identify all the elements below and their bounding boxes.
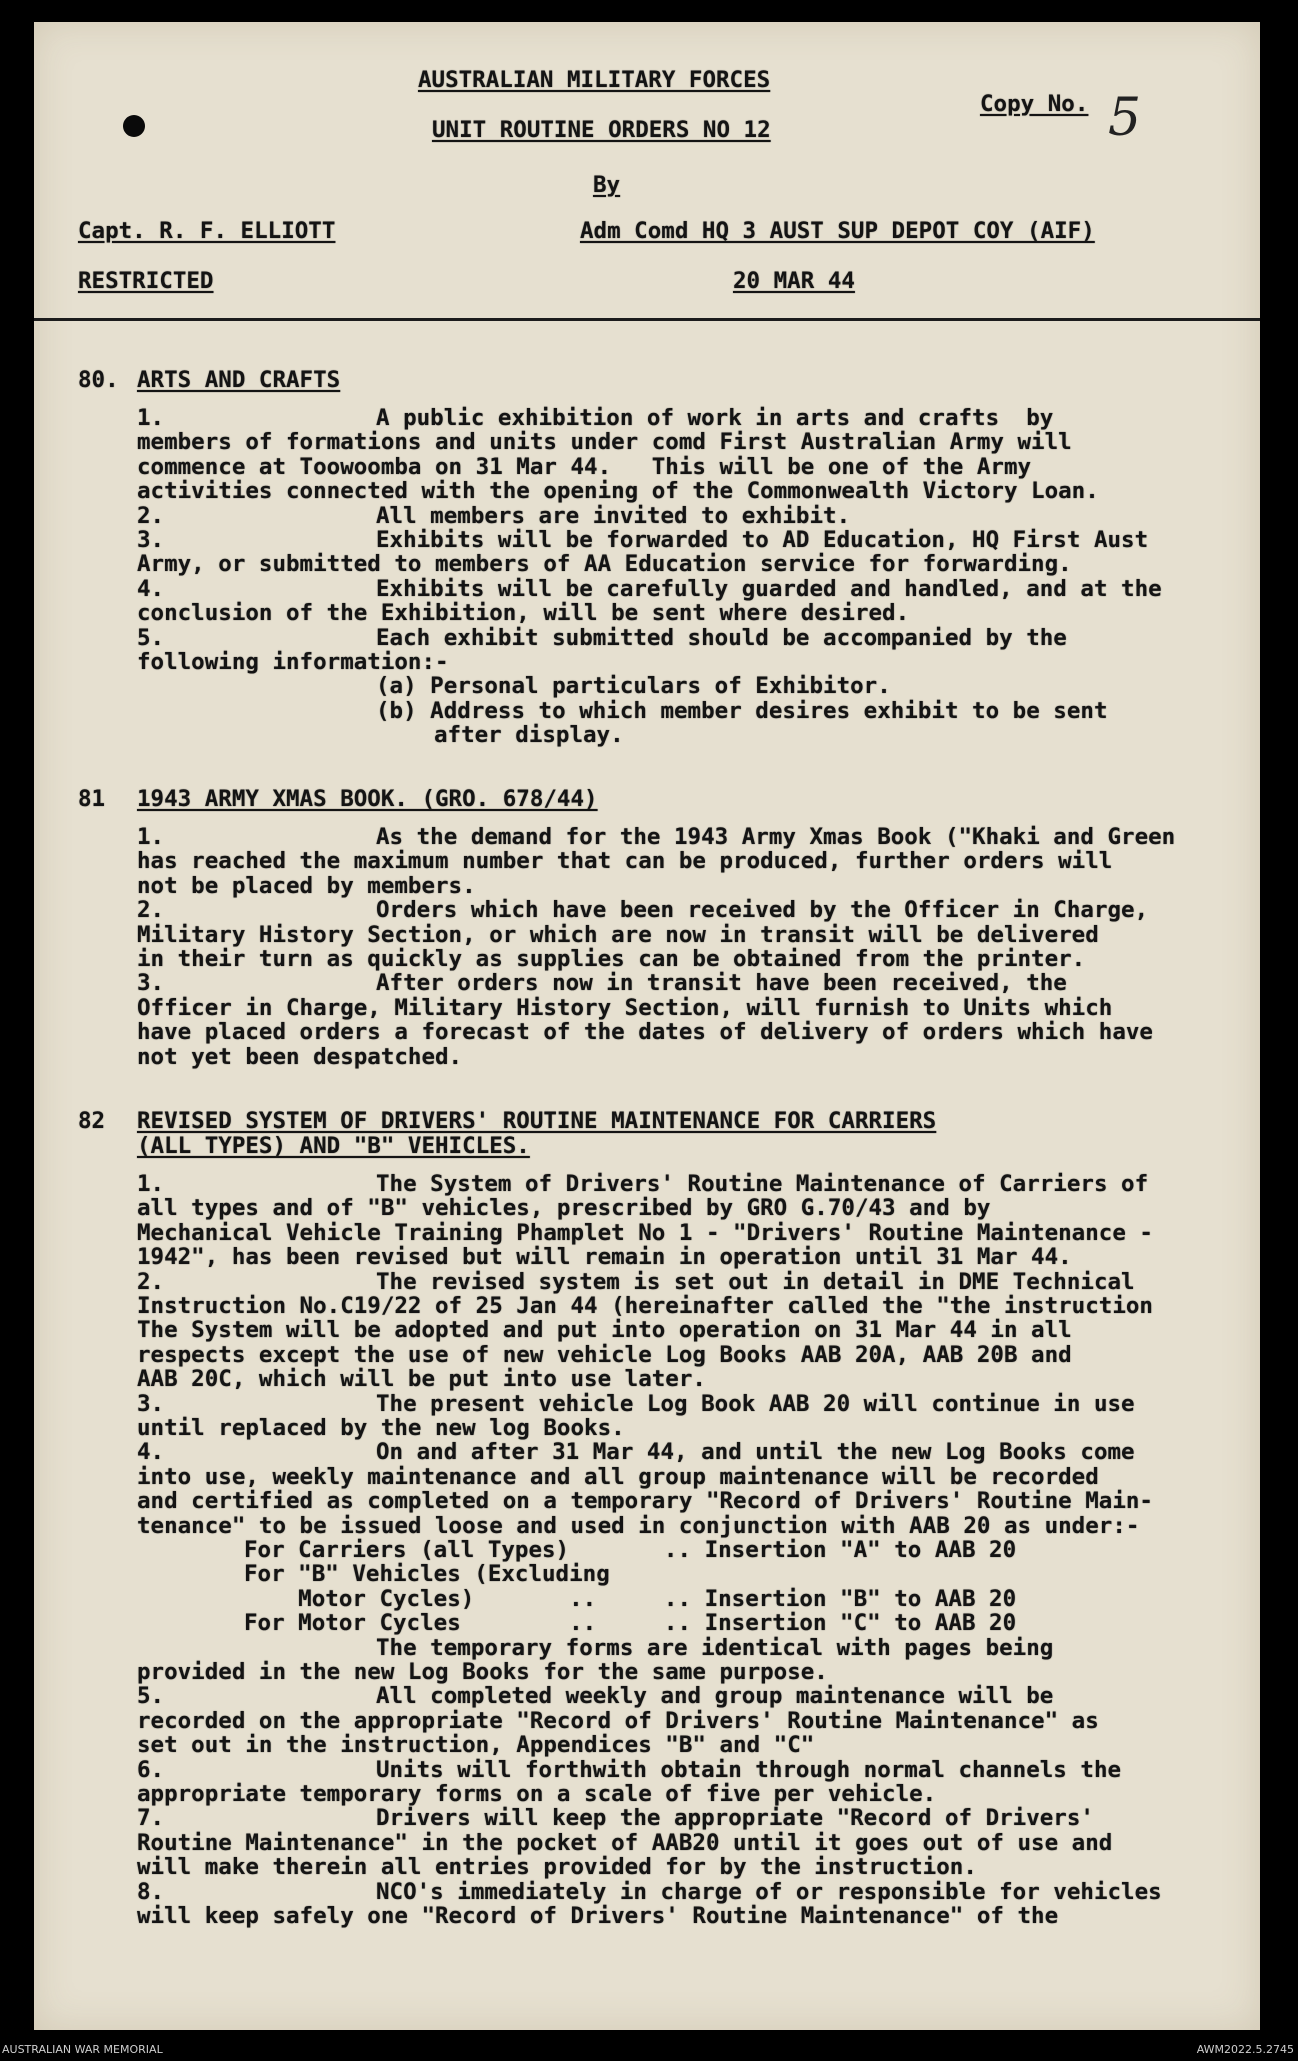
body-line: All members are invited to exhibit. [376,502,851,529]
body-line: All completed weekly and group maintenance will be [376,1683,1054,1710]
paragraph-number: 8. [137,1878,165,1905]
body-line: Exhibits will be carefully guarded and handled, and at the [376,575,1162,602]
by-label: By [593,172,621,198]
body-line: The System of Drivers' Routine Maintenance of Carriers of [376,1171,1149,1197]
paragraph-number: 5. [137,624,165,651]
section-number: 82 [78,1108,106,1134]
body-line: appropriate temporary forms on a scale of five per vehicle. [137,1781,937,1807]
body-line: The present vehicle Log Book AAB 20 will continue in use [376,1390,1135,1417]
body-line: tenance" to be issued loose and used in conjunction with AAB 20 as under:- [137,1512,1140,1539]
paragraph-number: 4. [137,575,165,602]
paragraph-number: 2. [137,1268,165,1295]
body-line: (a) Personal particulars of Exhibitor. [376,673,891,700]
body-line: For "B" Vehicles (Excluding [244,1561,610,1588]
body-line: Each exhibit submitted should be accompanied by the [376,624,1067,651]
officer-name: Capt. R. F. ELLIOTT [78,218,336,244]
body-line: set out in the instruction, Appendices "B" and "C" [137,1732,815,1759]
body-line: AAB 20C, which will be put into use later. [137,1366,706,1393]
paragraph-number: 3. [137,1390,165,1417]
body-line: After orders now in transit have been received, the [376,970,1067,997]
body-line: commence at Toowoomba on 31 Mar 44. This will be one of the Army [137,453,1032,480]
section-title: (ALL TYPES) AND "B" VEHICLES. [137,1133,530,1159]
body-line: Drivers will keep the appropriate "Record of Drivers' [376,1805,1094,1832]
body-line: Exhibits will be forwarded to AD Education, HQ First Aust [376,527,1149,553]
body-line: has reached the maximum number that can be produced, further orders will [137,848,1113,875]
body-line: and certified as completed on a temporary "Record of Drivers' Routine Main- [137,1488,1153,1515]
body-line: Routine Maintenance" in the pocket of AAB20 until it goes out of use and [137,1829,1113,1856]
section-number: 81 [78,786,106,812]
body-line: conclusion of the Exhibition, will be sent where desired. [137,600,910,627]
header-divider [34,318,1260,321]
paragraph-number: 2. [137,897,165,924]
section-number: 80. [78,367,119,393]
body-line: A public exhibition of work in arts and crafts by [376,405,1054,431]
paragraph-number: 1. [137,824,165,850]
paragraph-number: 1. [137,405,165,431]
body-line: in their turn as quickly as supplies can be obtained from the printer. [137,946,1086,972]
body-line: 1942", has been revised but will remain in operation until 31 Mar 44. [137,1244,1072,1271]
section-title: ARTS AND CRAFTS [137,367,341,393]
paragraph-number: 7. [137,1805,165,1832]
classification: RESTRICTED [78,268,214,294]
copy-number-label: Copy No. [980,91,1089,117]
body-line: following information:- [137,649,449,675]
body-line: provided in the new Log Books for the same purpose. [137,1659,828,1685]
body-line: Orders which have been received by the Officer in Charge, [376,897,1149,924]
body-line: Mechanical Vehicle Training Phamplet No 1 - "Drivers' Routine Maintenance - [137,1219,1153,1246]
footer-accession-number: AWM2022.5.2745 [1196,2043,1294,2056]
body-line: Army, or submitted to members of AA Education service for forwarding. [137,551,1072,578]
body-line: will keep safely one "Record of Drivers' Routine Maintenance" of the [137,1903,1059,1929]
body-line: Officer in Charge, Military History Section, will furnish to Units which [137,994,1113,1021]
paragraph-number: 1. [137,1171,165,1197]
orders-title: UNIT ROUTINE ORDERS NO 12 [432,117,771,143]
paragraph-number: 6. [137,1756,165,1783]
paragraph-number: 3. [137,527,165,553]
document-title: AUSTRALIAN MILITARY FORCES [418,67,771,93]
body-line: not yet been despatched. [137,1043,463,1070]
body-line: members of formations and units under comd First Australian Army will [137,429,1072,456]
body-line: For Motor Cycles .. .. Insertion "C" to AAB 20 [244,1610,1017,1637]
body-line: As the demand for the 1943 Army Xmas Book ("Khaki and Green [376,824,1176,850]
body-line: (b) Address to which member desires exhibit to be sent [376,697,1108,724]
body-line: respects except the use of new vehicle Log Books AAB 20A, AAB 20B and [137,1341,1072,1368]
body-line: into use, weekly maintenance and all group maintenance will be recorded [137,1463,1099,1490]
body-line: have placed orders a forecast of the dates of delivery of orders which have [137,1019,1153,1046]
body-line: not be placed by members. [137,872,476,899]
paragraph-number: 4. [137,1439,165,1466]
body-line: The revised system is set out in detail in DME Technical [376,1268,1135,1295]
paragraph-number: 5. [137,1683,165,1710]
unit-name: Adm Comd HQ 3 AUST SUP DEPOT COY (AIF) [580,218,1095,244]
body-line: Units will forthwith obtain through normal channels the [376,1756,1122,1783]
body-line: Instruction No.C19/22 of 25 Jan 44 (hereinafter called the "the instruction [137,1293,1153,1319]
body-line: Military History Section, or which are now in transit will be delivered [137,921,1099,948]
body-line: activities connected with the opening of the Commonwealth Victory Loan. [137,478,1099,505]
section-title: 1943 ARMY XMAS BOOK. (GRO. 678/44) [137,786,598,812]
body-line: all types and of "B" vehicles, prescribed by GRO G.70/43 and by [137,1195,991,1222]
body-line: until replaced by the new log Books. [137,1415,625,1441]
order-date: 20 MAR 44 [733,268,855,294]
punch-hole [123,115,145,137]
body-line: The System will be adopted and put into operation on 31 Mar 44 in all [137,1317,1072,1344]
section-title: REVISED SYSTEM OF DRIVERS' ROUTINE MAINTENANCE FOR CARRIERS [137,1108,937,1134]
body-line: NCO's immediately in charge of or responsible for vehicles [376,1878,1162,1905]
body-line: On and after 31 Mar 44, and until the new Log Books come [376,1439,1135,1466]
body-line: after display. [434,722,624,749]
body-line: will make therein all entries provided for by the instruction. [137,1854,977,1881]
body-line: Motor Cycles) .. .. Insertion "B" to AAB 20 [244,1585,1017,1612]
body-line: recorded on the appropriate "Record of Drivers' Routine Maintenance" as [137,1707,1099,1734]
paragraph-number: 2. [137,502,165,529]
body-line: For Carriers (all Types) .. Insertion "A" to AAB 20 [244,1537,1017,1563]
paragraph-number: 3. [137,970,165,997]
footer-source: AUSTRALIAN WAR MEMORIAL [2,2043,163,2056]
handwritten-page-number: 5 [1108,88,1142,148]
body-line: The temporary forms are identical with pages being [376,1634,1054,1661]
